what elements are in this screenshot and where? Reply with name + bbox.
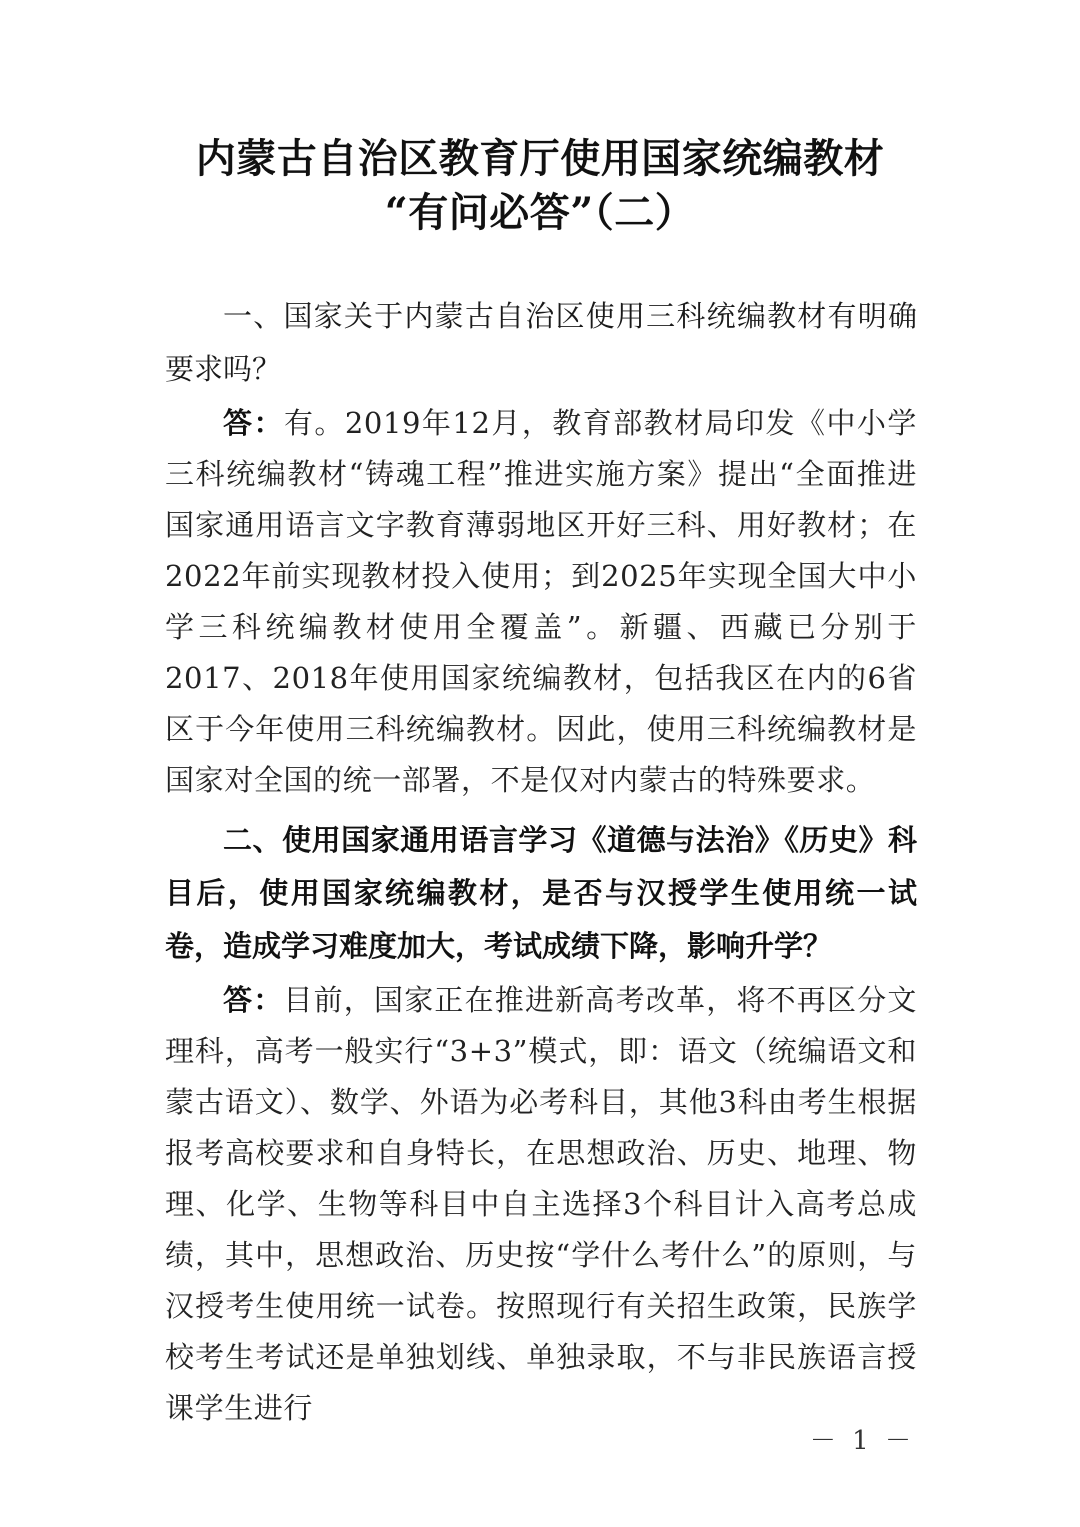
answer-1-text: 有。2019年12月，教育部教材局印发《中小学三科统编教材“铸魂工程”推进实施方案》提出“全面推进国家通用语言文字教育薄弱地区开好三科、用好教材；在2022年前实现教材投入使用；到2025年实现全国大中小学三科统编教材使用全覆盖”。新疆、西藏已分别于2017、2018年使用国家统编教材，包括我区在内的6省区于今年使用三科统编教材。因此，使用三科统编教材是国家对全国的统一部署，不是仅对内蒙古的特殊要求。 <box>165 406 917 797</box>
document-body <box>165 290 917 1434</box>
answer-2 <box>165 975 917 1434</box>
document-title-line-1: 内蒙古自治区教育厅使用国家统编教材 <box>195 135 885 182</box>
question-1: 一、国家关于内蒙古自治区使用三科统编教材有明确要求吗？ <box>165 299 917 386</box>
question-2: 二、使用国家通用语言学习《道德与法治》《历史》科目后，使用国家统编教材，是否与汉授学生使用统一试卷，造成学习难度加大，考试成绩下降，影响升学？ <box>165 823 917 963</box>
page-number: － 1 － <box>809 1426 915 1456</box>
document-title-line-2: “有问必答”（二） <box>384 189 696 236</box>
answer-2-text: 目前，国家正在推进新高考改革，将不再区分文理科，高考一般实行“3+3”模式，即：语文（统编语文和蒙古语文）、数学、外语为必考科目，其他3科由考生根据报考高校要求和自身特长，在思想政治、历史、地理、物理、化学、生物等科目中自主选择3个科目计入高考总成绩，其中，思想政治、历史按“学什么考什么”的原则，与汉授考生使用统一试卷。按照现行有关招生政策，民族学校考生考试还是单独划线、单独录取，不与非民族语言授课学生进行 <box>165 983 917 1425</box>
answer-1 <box>165 398 917 806</box>
answer-2-lead: 答： <box>223 983 284 1017</box>
answer-1-lead: 答： <box>223 406 284 440</box>
